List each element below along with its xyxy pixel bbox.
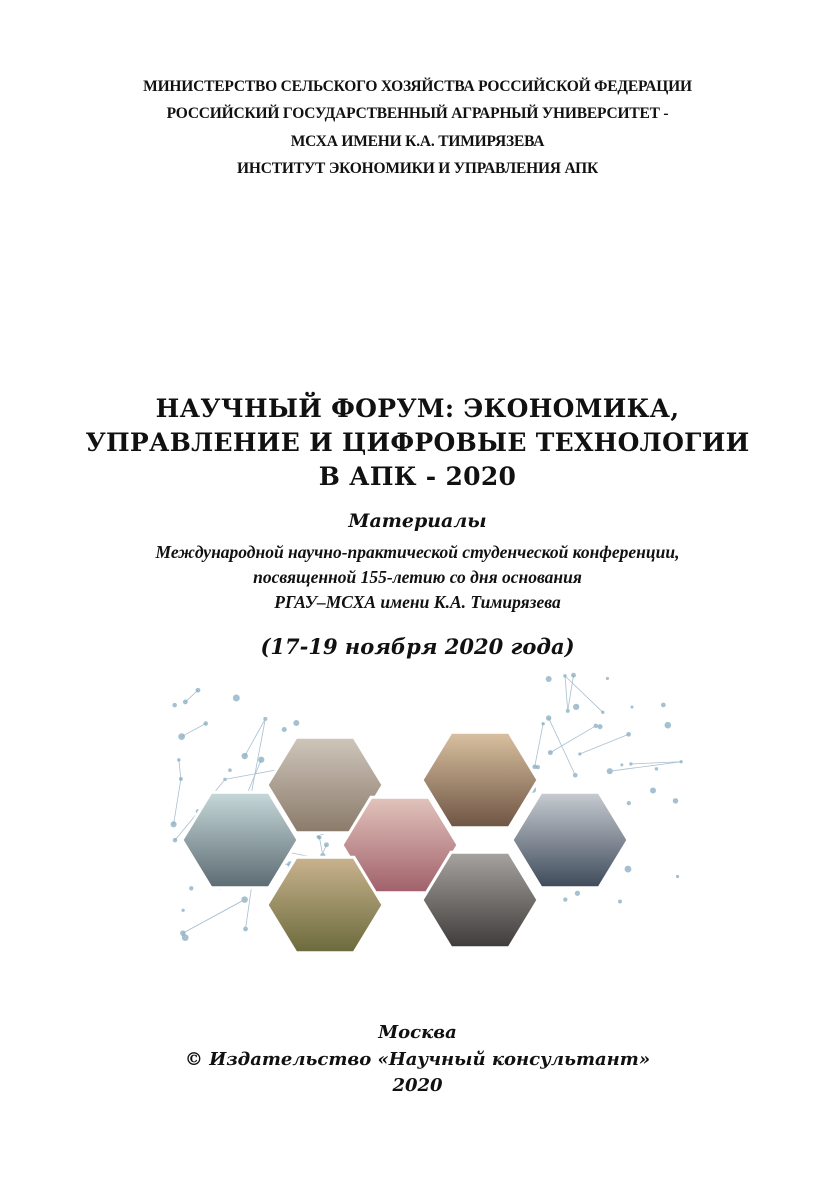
- network-node: [627, 801, 631, 805]
- network-node: [563, 674, 566, 677]
- network-link: [185, 690, 198, 702]
- network-node: [233, 695, 240, 702]
- network-node: [179, 777, 183, 781]
- network-node: [650, 788, 656, 794]
- network-node: [178, 733, 185, 740]
- network-node: [293, 720, 299, 726]
- network-node: [204, 721, 209, 726]
- title-line-1: НАУЧНЫЙ ФОРУМ: ЭКОНОМИКА,: [155, 394, 680, 423]
- title-line-2: УПРАВЛЕНИЕ И ЦИФРОВЫЕ ТЕХНОЛОГИИ: [85, 428, 750, 457]
- network-node: [630, 705, 633, 708]
- network-link: [535, 724, 543, 767]
- network-link: [251, 719, 265, 794]
- network-node: [563, 897, 567, 901]
- network-node: [189, 886, 193, 890]
- network-node: [655, 767, 658, 770]
- university-name-line: МСХА ИМЕНИ К.А. ТИМИРЯЗЕВА: [290, 133, 545, 150]
- network-node: [676, 875, 679, 878]
- network-link: [580, 734, 629, 754]
- network-node: [541, 722, 544, 725]
- network-node: [177, 758, 180, 761]
- network-node: [680, 760, 683, 763]
- network-node: [242, 753, 248, 759]
- hexagon-photos: [182, 732, 628, 952]
- network-node: [241, 896, 247, 902]
- network-node: [171, 821, 177, 827]
- network-node: [324, 842, 329, 847]
- network-link: [183, 900, 245, 934]
- network-node: [626, 732, 631, 737]
- network-node: [620, 763, 623, 766]
- network-node: [173, 838, 178, 843]
- city: Москва: [378, 1022, 457, 1043]
- conference-line-3: РГАУ–МСХА имени К.А. Тимирязева: [274, 592, 561, 612]
- network-node: [181, 909, 184, 912]
- network-node: [282, 727, 287, 732]
- network-node: [317, 835, 320, 838]
- network-node: [578, 752, 581, 755]
- network-link: [565, 676, 568, 711]
- network-node: [597, 724, 602, 729]
- network-node: [172, 703, 177, 708]
- hexagon-photo: [512, 792, 628, 887]
- network-node: [625, 866, 632, 873]
- network-node: [183, 699, 188, 704]
- network-node: [228, 768, 232, 772]
- network-node: [673, 798, 678, 803]
- network-node: [571, 673, 576, 678]
- network-node: [180, 930, 186, 936]
- network-node: [661, 703, 666, 708]
- university-line: РОССИЙСКИЙ ГОСУДАРСТВЕННЫЙ АГРАРНЫЙ УНИВЕРСИТЕТ -: [166, 105, 669, 122]
- network-link: [182, 724, 206, 737]
- network-node: [606, 677, 609, 680]
- network-link: [568, 675, 574, 711]
- network-node: [618, 900, 622, 904]
- publisher: © Издательство «Научный консультант»: [184, 1049, 651, 1070]
- conference-dates: (17-19 ноября 2020 года): [260, 634, 575, 659]
- conference-line-2: посвященной 155-летию со дня основания: [253, 567, 582, 587]
- network-link: [549, 718, 576, 775]
- network-node: [575, 891, 580, 896]
- network-link: [550, 726, 595, 753]
- network-node: [573, 704, 579, 710]
- network-node: [546, 715, 551, 720]
- network-link: [179, 760, 181, 779]
- network-node: [196, 688, 201, 693]
- year: 2020: [392, 1075, 443, 1096]
- network-node: [665, 722, 672, 729]
- ministry-line: МИНИСТЕРСТВО СЕЛЬСКОГО ХОЗЯЙСТВА РОССИЙСКОЙ ФЕДЕРАЦИИ: [143, 78, 692, 95]
- network-node: [548, 750, 553, 755]
- institute-line: ИНСТИТУТ ЭКОНОМИКИ И УПРАВЛЕНИЯ АПК: [237, 160, 598, 177]
- photo-collage: [170, 670, 690, 955]
- network-node: [536, 765, 540, 769]
- materials-label: Материалы: [348, 510, 487, 532]
- network-link: [319, 837, 322, 855]
- network-node: [258, 757, 264, 763]
- network-node: [601, 711, 604, 714]
- conference-line-1: Международной научно-практической студенческой конференции,: [155, 542, 680, 562]
- title-line-3: В АПК - 2020: [318, 462, 517, 491]
- network-link: [174, 779, 181, 824]
- network-node: [546, 676, 552, 682]
